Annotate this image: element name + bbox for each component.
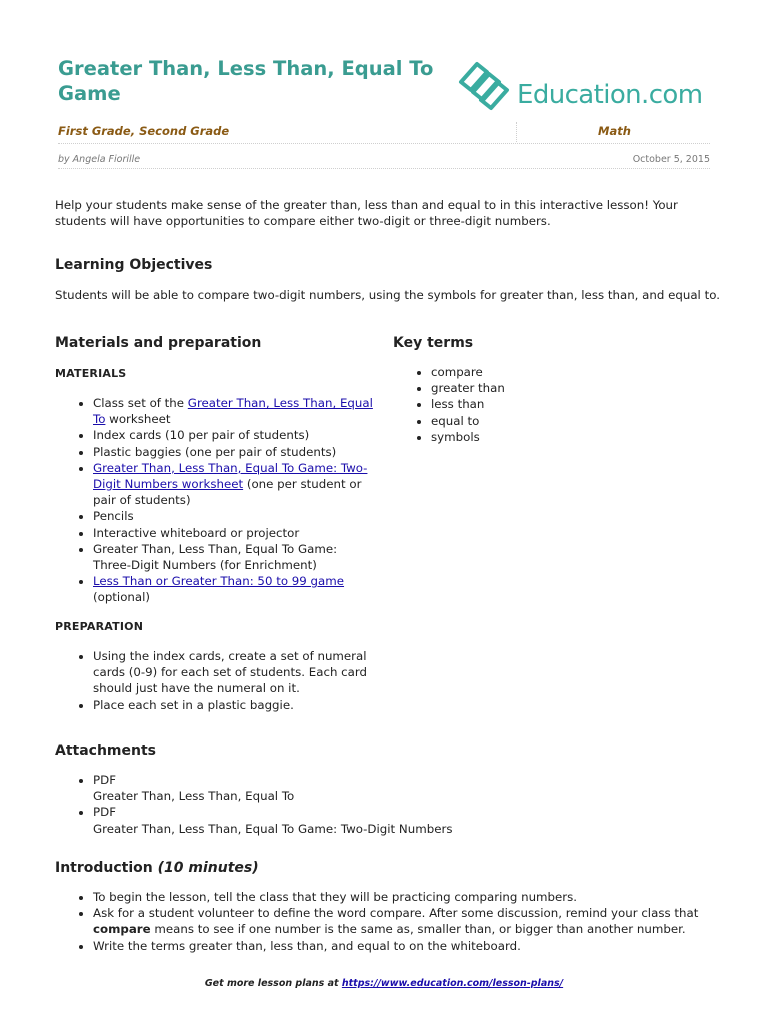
compare-term: compare — [93, 922, 151, 937]
two-digit-worksheet-link-cont[interactable]: Digit Numbers worksheet — [93, 477, 244, 492]
pencil-logo-icon — [455, 58, 519, 114]
education-com-logo[interactable] — [455, 58, 715, 114]
attachments-heading: Attachments — [55, 743, 157, 759]
list-item: • Ask for a student volunteer to define the word compare. After some discussion, remind your class that compare means to see if one number is the same as, smaller than, or bigger than another number. — [93, 905, 735, 937]
attachment-type: PDF — [93, 773, 116, 787]
list-item: • Pencils — [93, 508, 395, 524]
intro-line-2: students will have opportunities to compare either two-digit or three-digit numbers. — [55, 214, 551, 229]
title-line-2: Game — [58, 82, 121, 105]
materials-label: MATERIALS — [55, 367, 127, 380]
list-item: • Greater Than, Less Than, Equal To Game: Three-Digit Numbers (for Enrichment) — [93, 541, 395, 573]
greater-less-equal-worksheet-link-cont[interactable]: To — [93, 412, 106, 427]
list-item: • Index cards (10 per pair of students) — [93, 427, 395, 443]
key-term-item: • compare — [431, 364, 693, 380]
page-header — [0, 0, 768, 180]
attachment-name: Greater Than, Less Than, Equal To — [93, 789, 295, 804]
key-term-item: • equal to — [431, 413, 693, 429]
materials-list — [55, 395, 395, 606]
introduction-list — [55, 889, 735, 954]
page-footer — [0, 978, 768, 989]
key-term-item: • greater than — [431, 380, 693, 396]
list-item: • Greater Than, Less Than, Equal To Game: Two- Digit Numbers worksheet (one per student or pair of students) — [93, 460, 395, 509]
intro-paragraph — [55, 197, 715, 229]
attachment-item[interactable] — [93, 804, 695, 836]
introduction-heading — [55, 859, 259, 877]
less-than-greater-than-game-link[interactable]: Less Than or Greater Than: 50 to 99 game — [93, 574, 345, 589]
list-item: • Write the terms greater than, less than, and equal to on the whiteboard. — [93, 938, 735, 954]
objectives-heading: Learning Objectives — [55, 257, 213, 273]
attachments-list — [55, 772, 695, 837]
greater-less-equal-worksheet-link[interactable]: Greater Than, Less Than, Equal — [187, 396, 373, 410]
attachment-item[interactable] — [93, 772, 695, 804]
footer-text: Get more lesson plans at — [204, 978, 342, 989]
publish-date: October 5, 2015 — [632, 154, 710, 165]
key-terms-list — [393, 364, 693, 445]
brand-name: Education.com — [517, 80, 703, 110]
preparation-list — [55, 648, 395, 713]
key-term-item: • less than — [431, 396, 693, 412]
page-title — [58, 56, 458, 106]
meta-row — [58, 120, 710, 144]
meta-divider — [516, 122, 517, 142]
title-line-1: Greater Than, Less Than, Equal To — [58, 57, 434, 80]
list-item: • Plastic baggies (one per pair of students) — [93, 444, 395, 460]
author: by Angela Fiorille — [58, 154, 141, 165]
lesson-plans-link[interactable]: https://www.education.com/lesson-plans/ — [341, 978, 564, 989]
list-item: • To begin the lesson, tell the class that they will be practicing comparing numbers. — [93, 889, 735, 905]
introduction-title: Introduction — [55, 860, 153, 876]
subject: Math — [598, 124, 631, 138]
two-digit-worksheet-link[interactable]: Greater Than, Less Than, Equal To Game: Two- — [93, 460, 368, 475]
preparation-label: PREPARATION — [55, 620, 144, 633]
grade-levels: First Grade, Second Grade — [58, 124, 230, 138]
meta-divider-bottom — [58, 168, 710, 169]
list-item: • Place each set in a plastic baggie. — [93, 697, 395, 713]
list-item: • Less Than or Greater Than: 50 to 99 game (optional) — [93, 573, 395, 605]
attachment-name: Greater Than, Less Than, Equal To Game: Two-Digit Numbers — [93, 821, 453, 836]
list-item: • Interactive whiteboard or projector — [93, 525, 395, 541]
list-item: • Using the index cards, create a set of numeral cards (0-9) for each set of students. Each card should just have the numeral on it. — [93, 648, 395, 697]
materials-heading: Materials and preparation — [55, 335, 262, 351]
key-term-item: • symbols — [431, 429, 693, 445]
objectives-text: Students will be able to compare two-digit numbers, using the symbols for greater than, less than, and equal to. — [55, 288, 720, 302]
list-item: • Class set of the Greater Than, Less Than, Equal To worksheet — [93, 395, 395, 427]
key-terms-heading: Key terms — [393, 335, 474, 351]
intro-line-1: Help your students make sense of the greater than, less than and equal to in this interactive lesson! Your — [55, 198, 678, 212]
introduction-duration: (10 minutes) — [157, 860, 259, 876]
attachment-type: PDF — [93, 805, 116, 820]
